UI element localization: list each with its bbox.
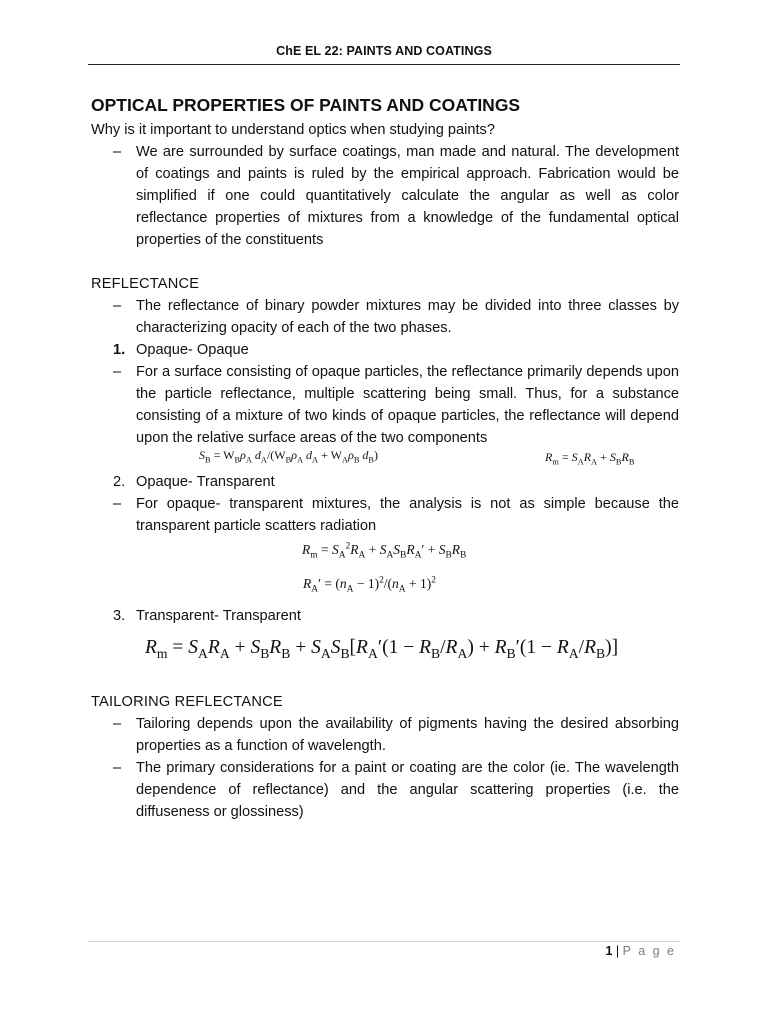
dash-marker: –	[113, 144, 122, 160]
formula-rm-ot: $R_m = S_A^2R_A + S_AS_BR_A' + S_BR_B$	[302, 541, 467, 561]
numbered-item	[91, 339, 679, 361]
dash-marker: –	[113, 496, 122, 512]
class1-label: Opaque- Opaque	[136, 342, 249, 358]
footer-divider	[88, 941, 680, 942]
dash-marker: –	[113, 298, 122, 314]
list-item	[91, 295, 679, 339]
footer-separator: |	[615, 944, 620, 958]
number-marker: 1.	[113, 342, 126, 358]
formula-row-ra	[91, 575, 679, 605]
numbered-item	[91, 471, 679, 493]
intro-bullet-text: We are surrounded by surface coatings, man made and natural. The development of coatings and paints is ruled by the empirical approach. Fabrication would be simplified if one could quantitatively calculate the angular as well as color reflectance properties of mixtures from a knowledge of the fundamental optical properties of the constituents	[136, 144, 679, 248]
tailoring-bullet-2: The primary considerations for a paint or coating are the color (ie. The wavelength dependence of reflectance) and the angular scattering properties (i.e. the diffuseness or glossiness)	[136, 760, 679, 820]
section-heading-tailoring: TAILORING REFLECTANCE	[91, 694, 283, 710]
page-word: P a g e	[622, 944, 676, 958]
dash-marker: –	[113, 716, 122, 732]
document-body	[91, 93, 679, 823]
header-divider	[88, 64, 680, 65]
list-item	[91, 493, 679, 537]
list-item	[91, 757, 679, 823]
number-marker: 3.	[113, 608, 126, 624]
formula-row-tt	[91, 627, 679, 679]
class2-label: Opaque- Transparent	[136, 474, 275, 490]
list-item	[91, 713, 679, 757]
formula-rm-tt: $R_m = S_AR_A + S_BR_B + S_AS_B[R_A'(1 - R_B/R_A) + R_B'(1 - R_A/R_B)]$	[145, 637, 619, 661]
tailoring-bullet-1: Tailoring depends upon the availability of pigments having the desired absorbing properties as a function of wavelength.	[136, 716, 679, 754]
number-marker: 2.	[113, 474, 126, 490]
dash-marker: –	[113, 364, 122, 380]
formula-sb: $S_B = W_B\rho_A$ $d_A/(W_B\rho_A$ $d_A + W_A\rho_B$ $d_B$)	[199, 448, 379, 465]
page-number: 1	[605, 944, 613, 958]
list-item	[91, 361, 679, 449]
document-title: OPTICAL PROPERTIES OF PAINTS AND COATINGS	[91, 95, 521, 115]
intro-question: Why is it important to understand optics when studying paints?	[91, 122, 495, 138]
class1-bullet-text: For a surface consisting of opaque particles, the reflectance primarily depends upon the particle reflectance, multiple scattering being small. Thus, for a substance consisting of a mixture of two kinds of opaque particles, the reflectance will depend upon the relative surface areas of the two components	[136, 364, 679, 446]
list-item	[91, 141, 679, 251]
page-footer	[605, 944, 676, 958]
formula-ra-prime: $R_A' = (n_A - 1)^2/(n_A + 1)^2$	[303, 575, 436, 595]
section-heading-reflectance: REFLECTANCE	[91, 276, 200, 292]
running-header: ChE EL 22: PAINTS AND COATINGS	[276, 44, 492, 58]
numbered-item	[91, 605, 679, 627]
class3-label: Transparent- Transparent	[136, 608, 301, 624]
classes-bullet-text: The reflectance of binary powder mixtures may be divided into three classes by characterizing opacity of each of the two phases.	[136, 298, 679, 336]
formula-rm-opaque: $R_m = S_AR_A + S_BR_B$	[545, 450, 635, 467]
dash-marker: –	[113, 760, 122, 776]
formula-row-ot	[91, 537, 679, 575]
class2-bullet-text: For opaque- transparent mixtures, the analysis is not as simple because the transparent particle scatters radiation	[136, 496, 679, 534]
formula-row-opaque	[91, 449, 679, 471]
